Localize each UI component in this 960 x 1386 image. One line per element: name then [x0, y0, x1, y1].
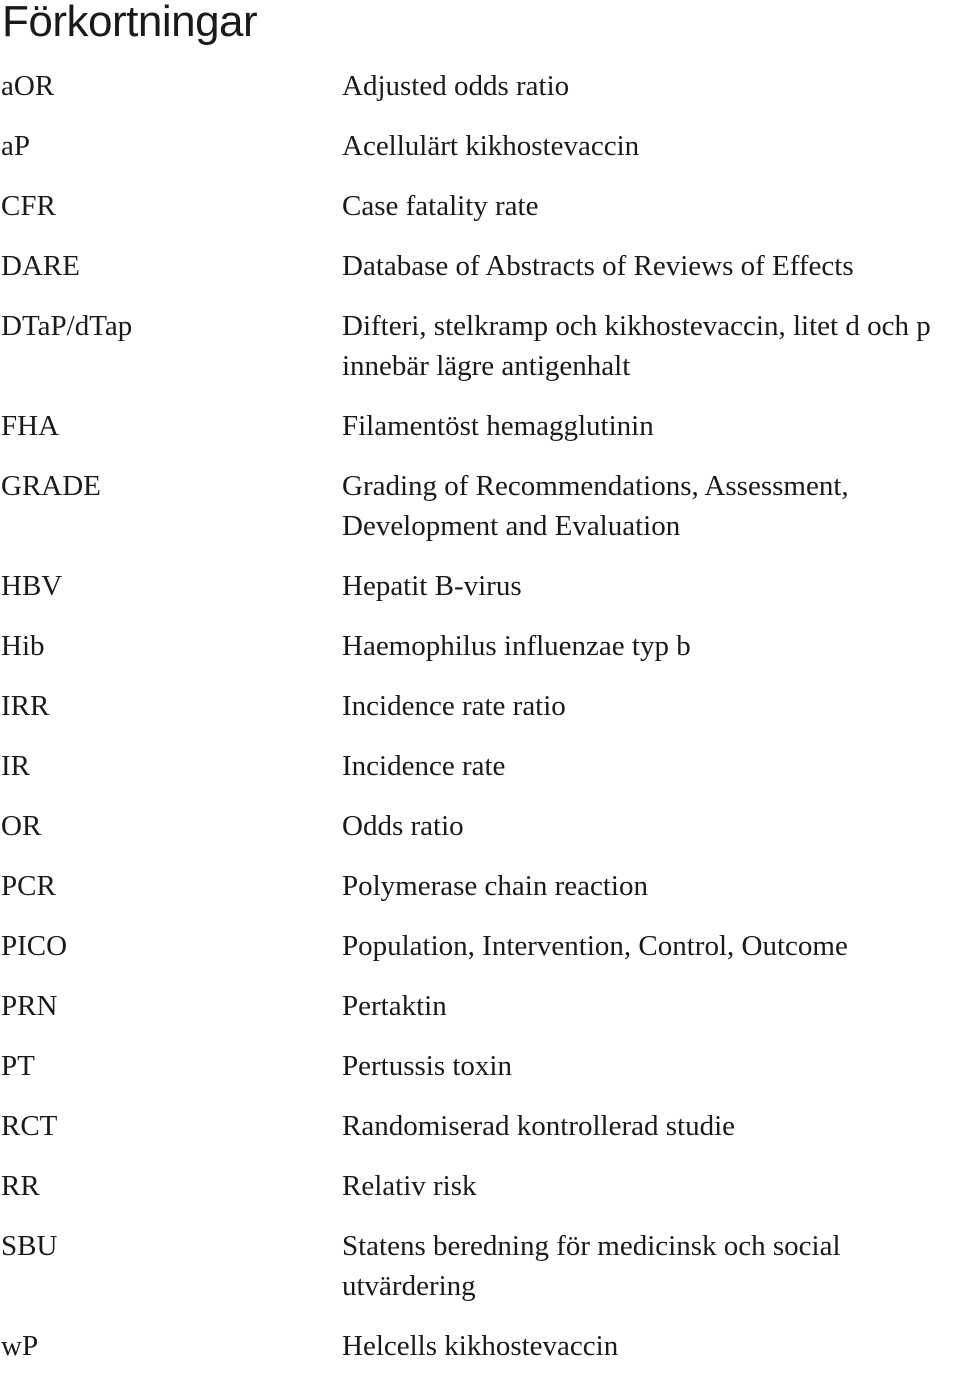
definition: Difteri, stelkramp och kikhostevaccin, litet d och p innebär lägre antigenhalt	[342, 310, 931, 382]
definition: Filamentöst hemagglutinin	[342, 410, 654, 442]
page-title: Förkortningar	[2, 0, 258, 46]
list-item	[0, 866, 960, 906]
definition: Odds ratio	[342, 810, 464, 842]
abbreviation: aOR	[1, 70, 55, 102]
list-item	[0, 186, 960, 226]
definition: Relativ risk	[342, 1170, 477, 1202]
list-item	[0, 306, 960, 386]
abbreviation: HBV	[1, 570, 63, 602]
abbreviation: RR	[1, 1170, 40, 1202]
abbreviation: DARE	[1, 250, 80, 282]
list-item	[0, 746, 960, 786]
definition: Population, Intervention, Control, Outcome	[342, 930, 848, 962]
abbreviation: OR	[1, 810, 42, 842]
abbreviation: IRR	[1, 690, 50, 722]
definition: Pertaktin	[342, 990, 447, 1022]
list-item	[0, 1166, 960, 1206]
abbreviation: GRADE	[1, 470, 101, 502]
list-item	[0, 926, 960, 966]
abbreviation: wP	[1, 1330, 39, 1362]
abbreviation: PT	[1, 1050, 35, 1082]
list-item	[0, 626, 960, 666]
list-item	[0, 1326, 960, 1366]
list-item	[0, 406, 960, 446]
abbreviation-list	[0, 66, 960, 1386]
definition: Grading of Recommendations, Assessment, Development and Evaluation	[342, 470, 849, 542]
definition: Database of Abstracts of Reviews of Effects	[342, 250, 854, 282]
list-item	[0, 1046, 960, 1086]
abbreviation: Hib	[1, 630, 45, 662]
abbreviation: PRN	[1, 990, 58, 1022]
definition: Case fatality rate	[342, 190, 539, 222]
abbreviation: IR	[1, 750, 30, 782]
abbreviation: SBU	[1, 1230, 58, 1262]
definition: Acellulärt kikhostevaccin	[342, 130, 640, 162]
abbreviation: PICO	[1, 930, 68, 962]
abbreviation: RCT	[1, 1110, 58, 1142]
list-item	[0, 246, 960, 286]
definition: Helcells kikhostevaccin	[342, 1330, 619, 1362]
list-item	[0, 66, 960, 106]
definition: Adjusted odds ratio	[342, 70, 570, 102]
list-item	[0, 126, 960, 166]
list-item	[0, 1226, 960, 1306]
abbreviation: aP	[1, 130, 30, 162]
definition: Randomiserad kontrollerad studie	[342, 1110, 736, 1142]
definition: Polymerase chain reaction	[342, 870, 648, 902]
abbreviation: PCR	[1, 870, 56, 902]
definition: Incidence rate ratio	[342, 690, 566, 722]
abbreviation: DTaP/dTap	[1, 310, 133, 342]
list-item	[0, 986, 960, 1026]
definition: Incidence rate	[342, 750, 506, 782]
list-item	[0, 1106, 960, 1146]
list-item	[0, 466, 960, 546]
abbreviation: FHA	[1, 410, 60, 442]
abbreviation: CFR	[1, 190, 56, 222]
list-item	[0, 566, 960, 606]
definition: Hepatit B-virus	[342, 570, 522, 602]
definition: Pertussis toxin	[342, 1050, 512, 1082]
list-item	[0, 806, 960, 846]
definition: Haemophilus influenzae typ b	[342, 630, 691, 662]
definition: Statens beredning för medicinsk och social utvärdering	[342, 1230, 841, 1302]
list-item	[0, 686, 960, 726]
